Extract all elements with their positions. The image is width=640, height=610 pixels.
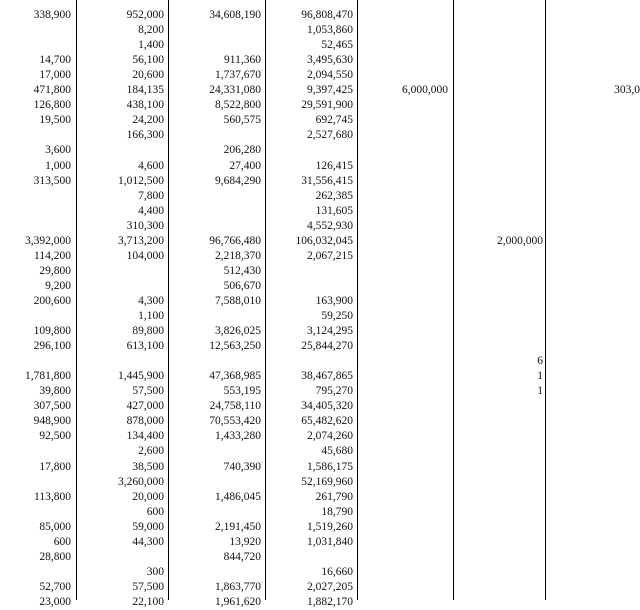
table-cell: 952,000	[126, 9, 164, 21]
table-cell: 3,826,025	[215, 325, 261, 338]
table-cell: 553,195	[223, 385, 261, 398]
table-cell: 52,465	[321, 39, 353, 52]
table-cell: 2,000,000	[497, 234, 543, 247]
table-cell: 2,074,260	[307, 430, 353, 443]
table-cell: 16,660	[321, 565, 353, 578]
table-cell: 2,027,205	[307, 580, 353, 593]
table-cell: 1,100	[138, 310, 164, 322]
table-cell: 39,800	[39, 385, 71, 398]
table-cell: 56,100	[132, 54, 164, 67]
table-cell: 13,920	[229, 535, 261, 548]
table-cell: 1,961,620	[215, 595, 261, 608]
table-cell: 206,280	[223, 144, 261, 157]
table-cell: 38,467,865	[301, 370, 353, 383]
table-cell: 911,360	[224, 54, 261, 67]
table-cell: 1,012,500	[118, 174, 164, 187]
table-cell: 1,519,260	[307, 520, 353, 533]
table-cell: 44,300	[132, 535, 164, 548]
table-cell: 2,094,550	[307, 69, 353, 82]
table-cell: 1,863,770	[215, 580, 261, 593]
table-cell: 4,300	[138, 294, 164, 307]
table-cell: 85,000	[39, 520, 71, 533]
table-cell: 338,900	[33, 9, 71, 21]
table-cell: 427,000	[126, 400, 164, 413]
table-cell: 2,527,680	[307, 129, 353, 142]
table-cell: 184,135	[126, 84, 164, 97]
table-cell: 57,500	[132, 580, 164, 593]
table-cell: 14,700	[39, 54, 71, 67]
table-cell: 1,031,840	[307, 535, 353, 548]
table-cell: 262,385	[315, 189, 353, 202]
table-cell: 1,433,280	[215, 430, 261, 443]
table-cell: 9,397,425	[307, 84, 353, 97]
table-cell: 23,000	[39, 595, 71, 608]
table-cell: 300	[146, 565, 164, 578]
table-cell: 692,745	[315, 114, 353, 127]
table-cell: 1,586,175	[307, 460, 353, 473]
table-cell: 261,790	[315, 490, 353, 503]
table-cell: 3,713,200	[118, 234, 164, 247]
table-cell: 34,405,320	[301, 400, 353, 413]
table-cell: 1,000	[45, 159, 71, 172]
table-cell: 296,100	[33, 340, 71, 353]
table-cell: 89,800	[132, 325, 164, 338]
table-cell: 96,808,470	[301, 9, 353, 21]
table-cell: 471,800	[33, 84, 71, 97]
table-cell: 7,800	[138, 189, 164, 202]
table-cell: 878,000	[126, 415, 164, 428]
table-cell: 19,500	[39, 114, 71, 127]
table-cell: 3,124,295	[307, 325, 353, 338]
table-cell: 20,000	[132, 490, 164, 503]
table-cell: 45,680	[321, 445, 353, 458]
table-cell: 6	[537, 355, 543, 368]
table-cell: 3,600	[45, 144, 71, 157]
table-cell: 1,882,170	[307, 595, 353, 608]
table-cell: 109,800	[33, 325, 71, 338]
table-cell: 24,758,110	[209, 400, 261, 413]
table-cell: 163,900	[315, 294, 353, 307]
table-cell: 29,800	[39, 264, 71, 277]
table-cell: 506,670	[223, 279, 261, 292]
table-cell: 17,800	[39, 460, 71, 473]
table-cell: 1,737,670	[215, 69, 261, 82]
table-cell: 27,400	[229, 159, 261, 172]
table-cell: 6,000,000	[402, 84, 448, 97]
table-cell: 8,200	[138, 24, 164, 37]
table-cell: 844,720	[223, 550, 261, 563]
table-cell: 9,684,290	[215, 174, 261, 187]
table-cell: 59,000	[132, 520, 164, 533]
table-cell: 307,500	[33, 400, 71, 413]
table-cell: 795,270	[315, 385, 353, 398]
table-cell: 1,781,800	[25, 370, 71, 383]
table-cell: 126,415	[315, 159, 353, 172]
table-cell: 47,368,985	[209, 370, 261, 383]
table-cell: 3,495,630	[307, 54, 353, 67]
table-cell: 740,390	[223, 460, 261, 473]
table-cell: 52,700	[39, 580, 71, 593]
table-cell: 2,067,215	[307, 249, 353, 262]
table-cell: 126,800	[33, 99, 71, 112]
table-cell: 25,844,270	[301, 340, 353, 353]
table-cell: 104,000	[126, 249, 164, 262]
table-cell: 1	[537, 385, 543, 398]
table-cell: 131,605	[315, 204, 353, 217]
table-cell: 113,800	[34, 490, 71, 503]
table-cell: 1,445,900	[118, 370, 164, 383]
table-cell: 166,300	[126, 129, 164, 142]
table-cell: 70,553,420	[209, 415, 261, 428]
table-cell: 3,260,000	[118, 475, 164, 488]
table-cell: 313,500	[33, 174, 71, 187]
table-cell: 2,191,450	[215, 520, 261, 533]
table-cell: 92,500	[39, 430, 71, 443]
table-cell: 28,800	[39, 550, 71, 563]
table-cell: 3,392,000	[25, 234, 71, 247]
table-cell: 114,200	[34, 249, 71, 262]
table-cell: 52,169,960	[301, 475, 353, 488]
table-cell: 65,482,620	[301, 415, 353, 428]
table-cell: 948,900	[33, 415, 71, 428]
table-cell: 96,766,480	[209, 234, 261, 247]
table-cell: 438,100	[126, 99, 164, 112]
table-cell: 2,600	[138, 445, 164, 458]
table-cell: 4,552,930	[307, 219, 353, 232]
column-divider	[453, 0, 454, 600]
table-cell: 31,556,415	[301, 174, 353, 187]
table-cell: 38,500	[132, 460, 164, 473]
table-cell: 20,600	[132, 69, 164, 82]
table-cell: 303,0	[614, 84, 640, 97]
table-cell: 9,200	[45, 279, 71, 292]
table-cell: 1,400	[138, 39, 164, 52]
table-cell: 29,591,900	[301, 99, 353, 112]
table-cell: 7,588,010	[215, 294, 261, 307]
table-cell: 8,522,800	[215, 99, 261, 112]
table-cell: 200,600	[33, 294, 71, 307]
table-cell: 600	[53, 535, 71, 548]
table-cell: 34,608,190	[209, 9, 261, 21]
table-cell: 18,790	[321, 505, 353, 518]
table-cell: 613,100	[126, 340, 164, 353]
table-cell: 4,600	[138, 159, 164, 172]
table-cell: 600	[146, 505, 164, 518]
table-cell: 22,100	[132, 595, 164, 608]
table-cell: 134,400	[126, 430, 164, 443]
table-cell: 17,000	[39, 69, 71, 82]
table-cell: 2,218,370	[215, 249, 261, 262]
table-cell: 24,200	[132, 114, 164, 127]
table-cell: 4,400	[138, 204, 164, 217]
table-cell: 1,053,860	[307, 24, 353, 37]
table-cell: 24,331,080	[209, 84, 261, 97]
table-cell: 59,250	[321, 310, 353, 322]
table-cell: 310,300	[126, 219, 164, 232]
table-cell: 1,486,045	[215, 490, 261, 503]
table-cell: 57,500	[132, 385, 164, 398]
table-cell: 12,563,250	[209, 340, 261, 353]
table-cell: 512,430	[223, 264, 261, 277]
table-cell: 106,032,045	[295, 234, 353, 247]
table-cell: 560,575	[223, 114, 261, 127]
table-cell: 1	[537, 370, 543, 383]
